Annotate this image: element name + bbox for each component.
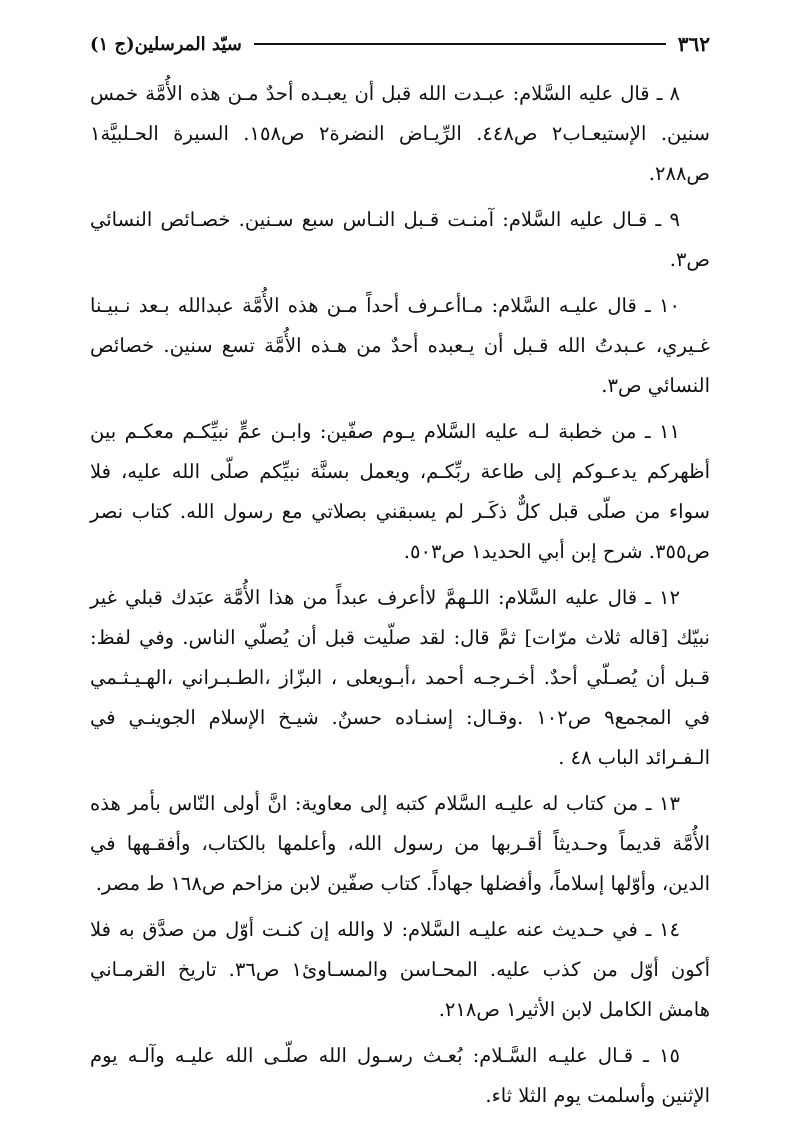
hadith-entry-9: ٩ ـ قـال عليه السَّلام: آمنـت قـبل النـاس سبع سـنين. خصـائص النسائي ص٣.	[90, 208, 710, 271]
page-number: ٣٦٢	[677, 32, 710, 56]
running-title: سيّد المرسلين(ج ١)	[90, 33, 242, 55]
hadith-entry-10: ١٠ ـ قال عليـه السَّلام: مـاأعـرف أحداً مـن هذه الأُمَّة عبدالله بـعد نـبيـنا غـيري، عـبدتُ الله قـبل أن يـعبده أحدٌ من هـذه الأُمَّة تسع سنين. خصائص النسائي ص٣.	[90, 294, 710, 397]
hadith-entry-14: ١٤ ـ في حـديث عنه عليـه السَّلام: لا والله إن كنـت أوّل من صدَّق به فلا أكون أوّل من كذب عليه. المحـاسن والمسـاوئ١ ص٣٦. تاريخ القرمـاني هامش الكامل لابن الأثير١ ص٢١٨.	[90, 918, 710, 1021]
header-rule	[254, 43, 666, 45]
hadith-entry-12: ١٢ ـ قال عليه السَّلام: اللـهمَّ لاأعرف عبداً من هذا الأُمَّة عبَدك قبلي غير نبيّك [قاله ثلاث مرّات] ثمَّ قال: لقد صلّيت قبل أن يُصلّي الناس. وفي لفظ: قـبل أن يُصـلّي أحدٌ. أخـرجـه أحمد ،أبـويعلى ، البزّاز ،الطـبـراني ،الهـيـثـمي في المجمع٩ ص١٠٢ .وقـال: إسنـاده حسنٌ. شيـخ الإسلام الجوينـي في الـفـرائد الباب ٤٨ .	[90, 586, 710, 769]
page-header	[90, 28, 710, 60]
hadith-entry-11: ١١ ـ من خطبة لـه عليه السَّلام يـوم صفّين: وابـن عمٍّ نبيِّكـم معكـم بين أظهركم يدعـوكم إلى طاعة ربِّكـم، ويعمل بسنَّة نبيِّكم صلّى الله عليه، فلا سواء من صلّى قبل كلٌّ ذكَـر لم يسبقني بصلاتي مع رسول الله. كتاب نصر ص٣٥٥. شرح إبن أبي الحديد١ ص٥٠٣.	[90, 420, 710, 563]
hadith-entry-13: ١٣ ـ من كتاب له عليـه السَّلام كتبه إلى معاوية: انَّ أولى النّاس بأمر هذه الأُمَّة قديماً وحـديثاً أقـربها من رسول الله، وأعلمها بالكتاب، وأفقـهها في الدين، وأوّلها إسلاماً، وأفضلها جهاداً. كتاب صفّين لابن مزاحم ص١٦٨ ط مصر.	[90, 792, 710, 895]
document-page	[90, 28, 710, 1122]
hadith-entry-15: ١٥ ـ قـال عليـه السَّـلام: بُعـث رسـول الله صلّـى الله عليـه وآلـه يوم الإثنين وأسلمت يوم الثلا ثاء.	[90, 1044, 710, 1107]
hadith-entry-8: ٨ ـ قال عليه السَّلام: عبـدت الله قبل أن يعبـده أحدٌ مـن هذه الأُمَّة خمس سنين. الإستيعـاب٢ ص٤٤٨. الرِّيـاض النضرة٢ ص١٥٨. السيرة الحـلبيَّة١ ص٢٨٨.	[90, 82, 710, 185]
hadith-list	[90, 74, 710, 1116]
